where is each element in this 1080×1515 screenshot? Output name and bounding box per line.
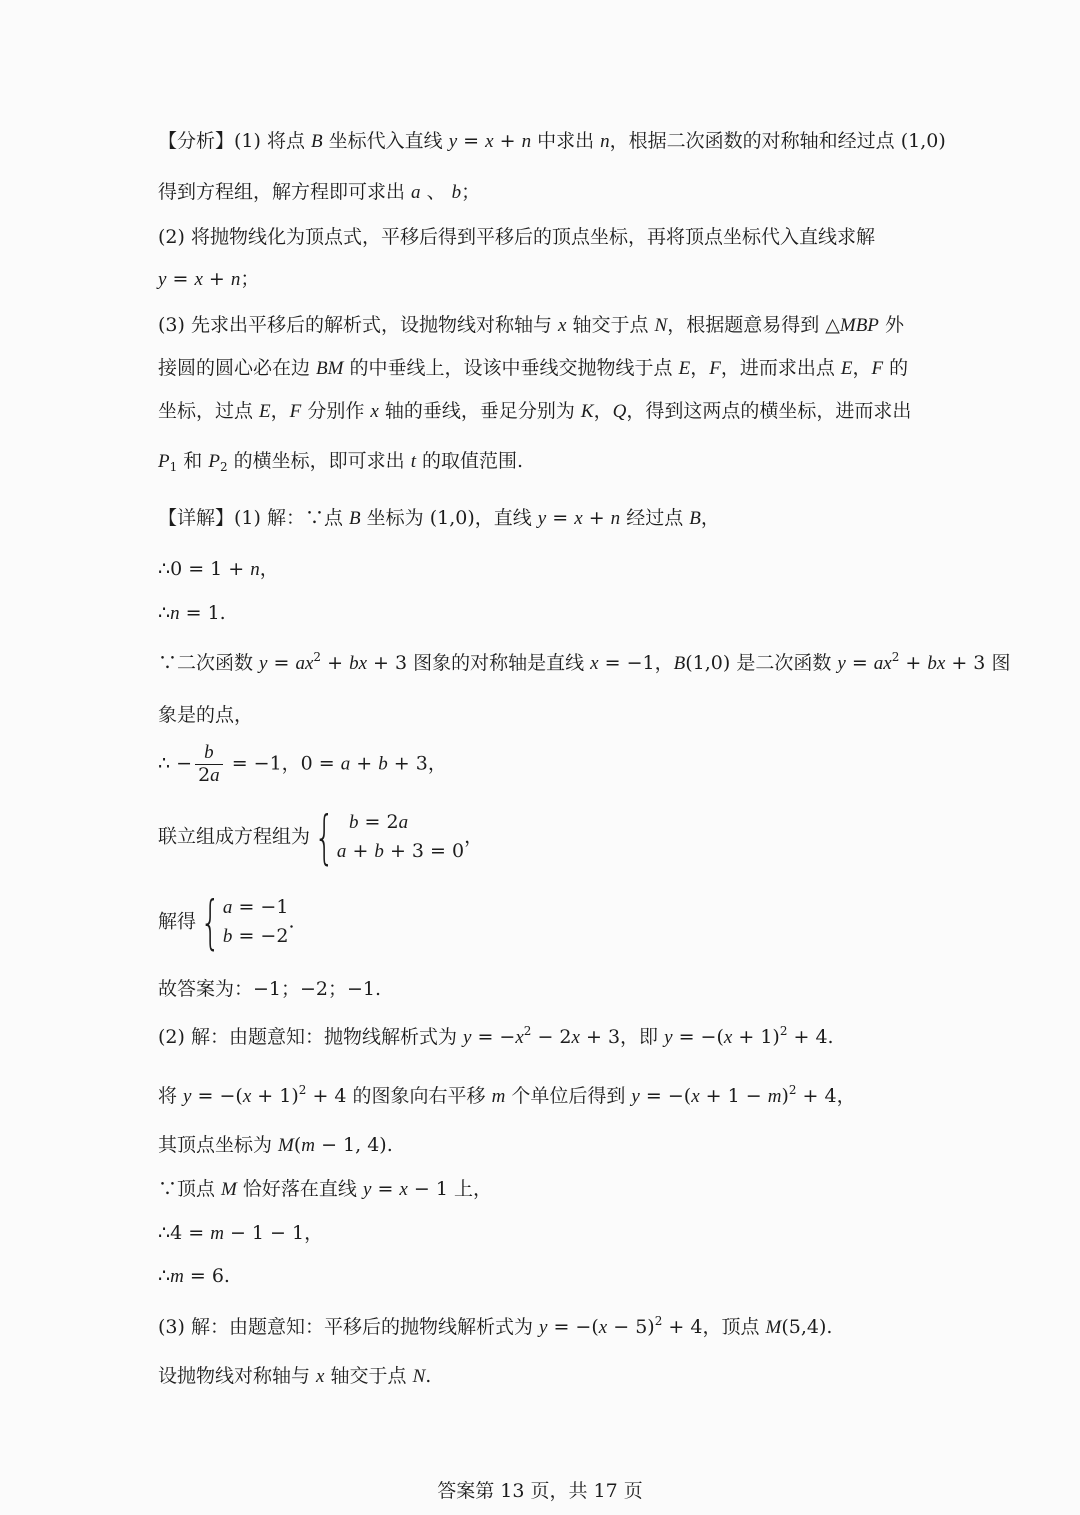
analysis-line-4: y = x + n；: [158, 268, 260, 290]
equation-system-1: { b = 2a a + b + 3 = 0: [314, 803, 465, 872]
page-footer: 答案第 13 页，共 17 页: [437, 1480, 643, 1502]
detail-line-5: 象是的点，: [158, 704, 254, 726]
detail-line-16: (3) 解：由题意知：平移后的抛物线解析式为 $y = -(x - 5)^2 + 4$，顶点 M(5,4).: [158, 1314, 833, 1338]
detail-line-8: 解得 { a = −1 b = −2 .: [158, 888, 295, 957]
analysis-line-7: 坐标，过点 E，F 分别作 x 轴的垂线，垂足分别为 K，Q，得到这两点的横坐标，进而求出: [158, 400, 912, 422]
detail-line-15: ∴m = 6.: [158, 1265, 230, 1287]
detail-line-3: ∴n = 1.: [158, 602, 226, 624]
detail-line-12: 其顶点坐标为 M(m − 1, 4).: [158, 1134, 393, 1156]
detail-line-6: ∴ − $\frac{b}{2a}$ = −1，0 = a + b + 3，: [158, 742, 447, 786]
analysis-line-5: (3) 先求出平移后的解析式，设抛物线对称轴与 x 轴交于点 N，根据题意易得到 △MBP 外: [158, 314, 904, 336]
detail-line-13: ∵顶点 M 恰好落在直线 y = x − 1 上，: [158, 1178, 492, 1200]
equation-system-2: { a = −1 b = −2: [200, 888, 289, 957]
detail-line-4: ∵二次函数 $y = ax^2$ + bx + 3 图象的对称轴是直线 x = −1，B(1,0) 是二次函数 $y = ax^2$ + bx + 3 图: [158, 650, 1011, 674]
detail-line-10: (2) 解：由题意知：抛物线解析式为 $y = -x^2 - 2x + 3$，即 $y = -(x + 1)^2 + 4$.: [158, 1024, 834, 1048]
detail-line-2: ∴0 = 1 + n，: [158, 558, 279, 580]
analysis-line-6: 接圆的圆心必在边 BM 的中垂线上，设该中垂线交抛物线于点 E，F，进而求出点 E，F 的: [158, 357, 909, 379]
detail-line-7: 联立组成方程组为 { b = 2a a + b + 3 = 0 ，: [158, 803, 484, 872]
detail-line-9: 故答案为：−1；−2；−1.: [158, 978, 382, 1000]
detail-line-17: 设抛物线对称轴与 x 轴交于点 N.: [158, 1365, 432, 1387]
detail-line-1: 【详解】(1) 解：∵点 B 坐标为 (1,0)，直线 y = x + n 经过点 B，: [158, 507, 720, 529]
analysis-line-2: 得到方程组，解方程即可求出 a 、 b；: [158, 181, 481, 203]
analysis-line-3: (2) 将抛物线化为顶点式，平移后得到平移后的顶点坐标，再将顶点坐标代入直线求解: [158, 226, 875, 248]
analysis-line-8: $P_1$ 和 $P_2$ 的横坐标，即可求出 t 的取值范围.: [158, 450, 524, 474]
fraction-b-over-2a: $\frac{b}{2a}$: [195, 742, 223, 787]
detail-line-11: 将 $y = -(x + 1)^2 + 4$ 的图象向右平移 m 个单位后得到 $y = -(x + 1 - m)^2 + 4$，: [158, 1083, 856, 1107]
detail-line-14: ∴4 = m − 1 − 1，: [158, 1222, 324, 1244]
analysis-line-1: 【分析】(1) 将点 B 坐标代入直线 y = x + n 中求出 n，根据二次函数的对称轴和经过点 (1,0): [158, 130, 946, 152]
